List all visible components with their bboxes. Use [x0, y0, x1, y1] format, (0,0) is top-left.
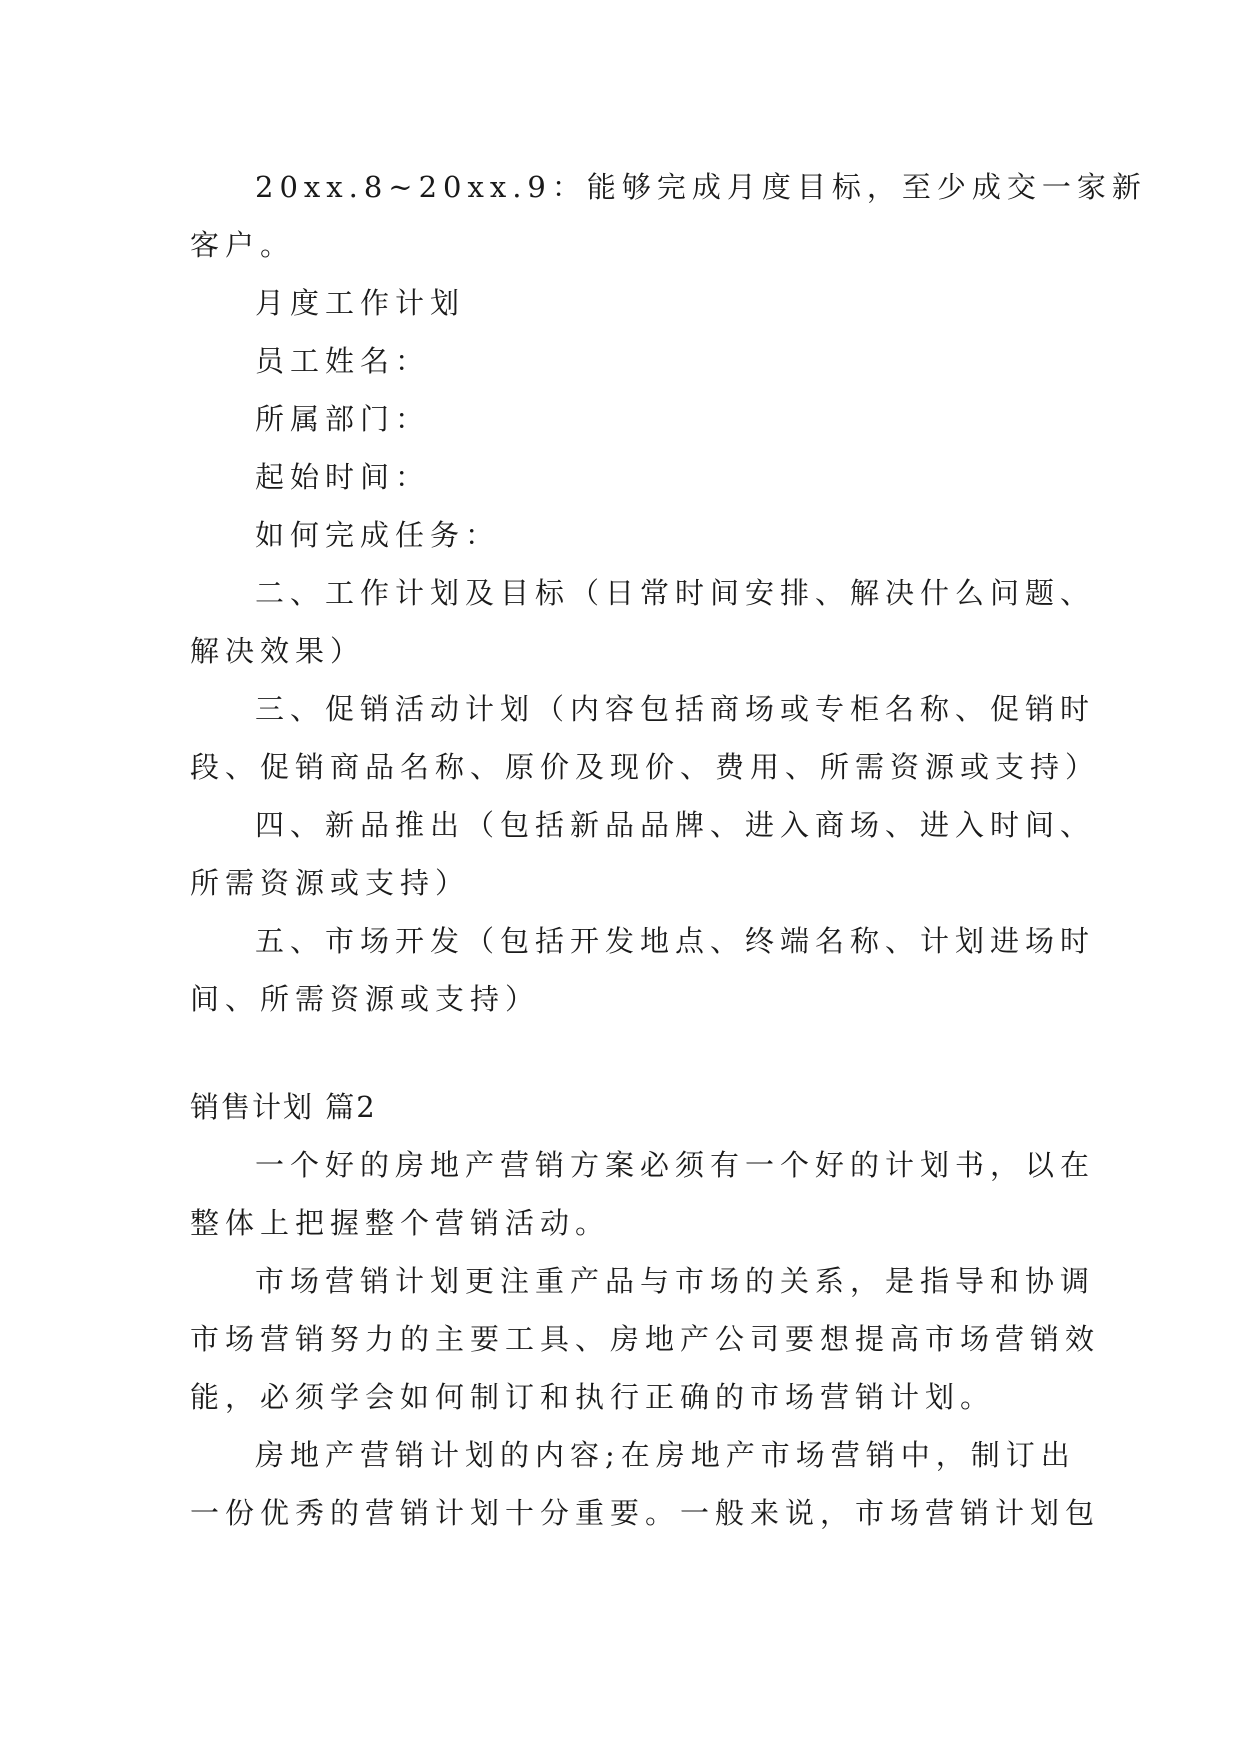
section-heading: 销售计划 篇2: [190, 1090, 377, 1124]
para2-line3: 能，必须学会如何制订和执行正确的市场营销计划。: [190, 1380, 996, 1414]
department-label: 所属部门：: [255, 402, 431, 436]
para1-line1: 一个好的房地产营销方案必须有一个好的计划书，以在: [255, 1148, 1096, 1182]
how-to-complete-label: 如何完成任务：: [255, 518, 501, 552]
paragraph-goal-line1: 20xx.8~20xx.9：能够完成月度目标，至少成交一家新: [255, 170, 1147, 204]
item-five-line2: 间、所需资源或支持）: [190, 982, 541, 1016]
para1-line2: 整体上把握整个营销活动。: [190, 1206, 611, 1240]
para3-line2: 一份优秀的营销计划十分重要。一般来说，市场营销计划包: [190, 1496, 1101, 1530]
document-page: [190, 158, 1147, 1542]
start-time-label: 起始时间：: [255, 460, 431, 494]
item-two-line1: 二、工作计划及目标（日常时间安排、解决什么问题、: [255, 576, 1096, 610]
section-gap: [190, 1028, 1050, 1078]
para2-line2: 市场营销努力的主要工具、房地产公司要想提高市场营销效: [190, 1322, 1101, 1356]
employee-name-label: 员工姓名：: [255, 344, 431, 378]
item-two-line2: 解决效果）: [190, 634, 366, 668]
para3-line1: 房地产营销计划的内容;在房地产市场营销中，制订出: [255, 1438, 1076, 1472]
para2-line1: 市场营销计划更注重产品与市场的关系，是指导和协调: [255, 1264, 1096, 1298]
item-five-line1: 五、市场开发（包括开发地点、终端名称、计划进场时: [255, 924, 1096, 958]
monthly-plan-title: 月度工作计划: [255, 286, 466, 320]
item-four-line2: 所需资源或支持）: [190, 866, 471, 900]
item-three-line2: 段、促销商品名称、原价及现价、费用、所需资源或支持）: [190, 750, 1101, 784]
item-three-line1: 三、促销活动计划（内容包括商场或专柜名称、促销时: [255, 692, 1096, 726]
item-four-line1: 四、新品推出（包括新品品牌、进入商场、进入时间、: [255, 808, 1096, 842]
paragraph-goal-line2: 客户。: [190, 228, 296, 262]
